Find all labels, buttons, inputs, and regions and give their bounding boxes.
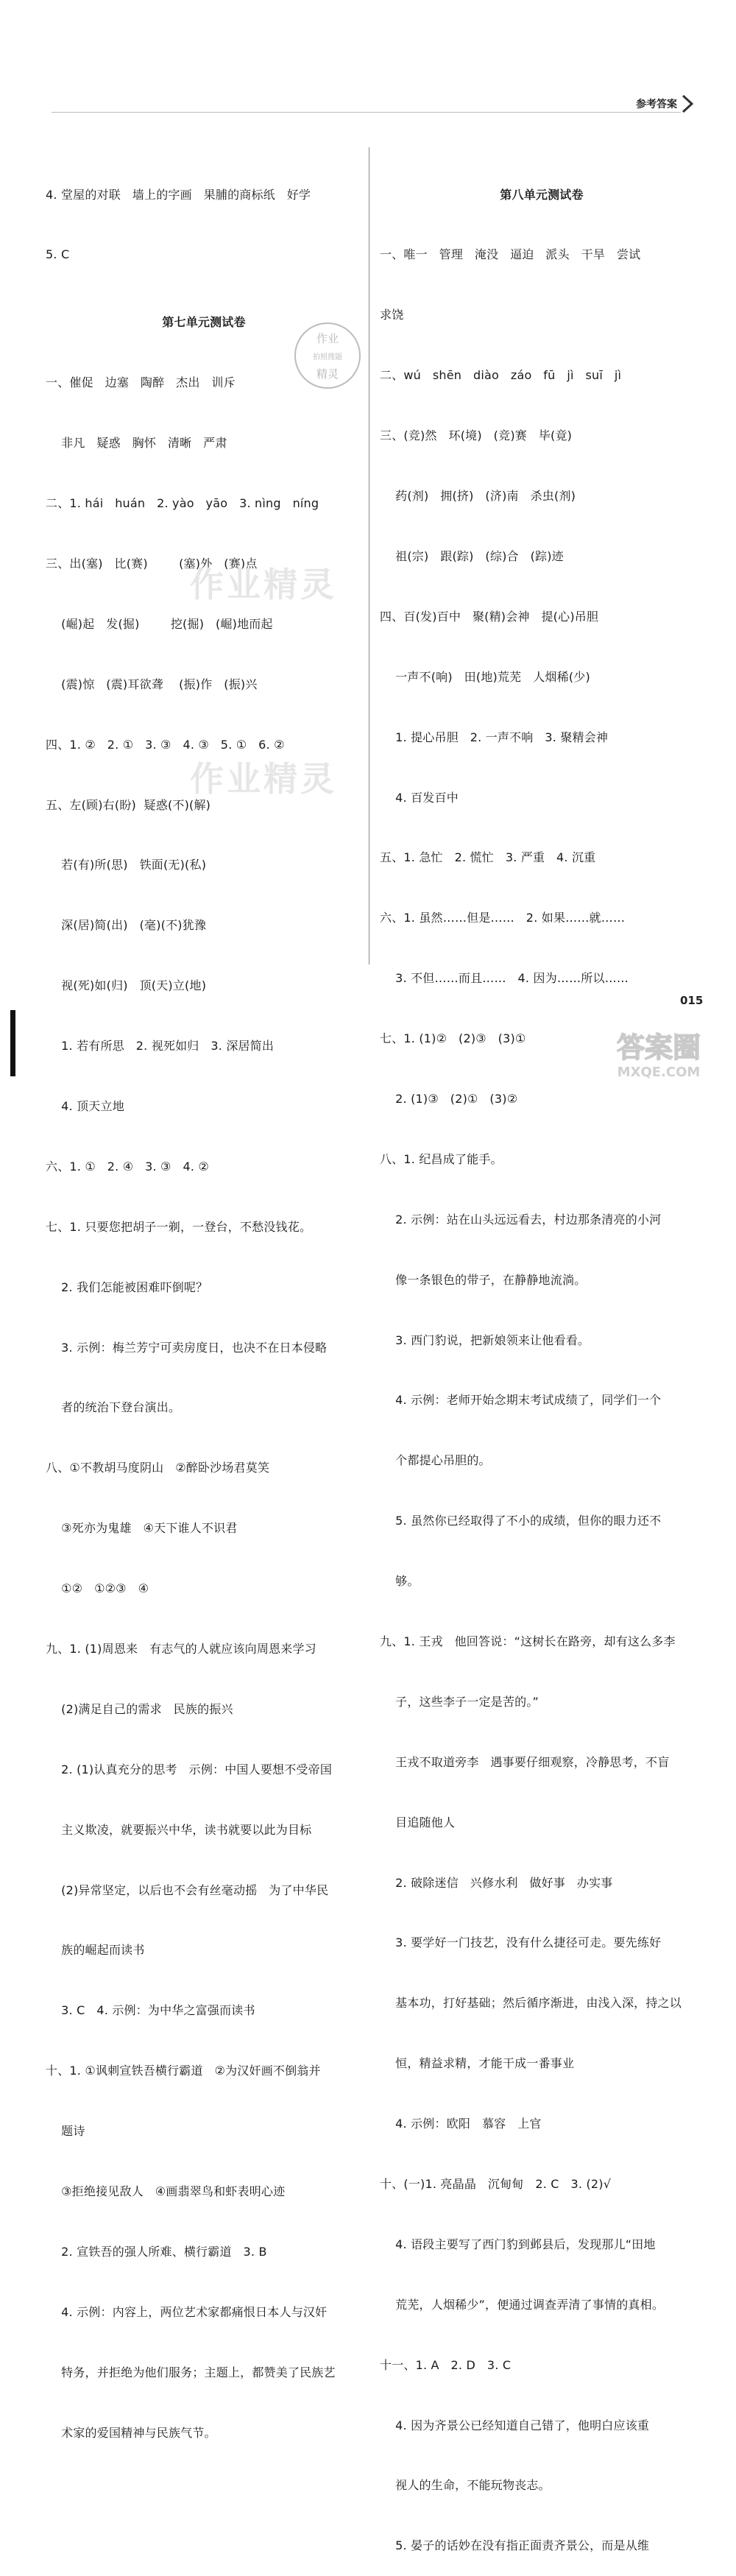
answer-line: 2. 示例：站在山头远远看去，村边那条清亮的小河	[380, 1212, 662, 1227]
answer-line: 4. 示例：内容上，两位艺术家都痛恨日本人与汉奸	[46, 2304, 328, 2319]
answer-line: 特务，并拒绝为他们服务；主题上，都赞美了民族艺	[46, 2365, 336, 2379]
answer-line: 一、唯一 管理 淹没 逼迫 派头 干旱 尝试	[380, 247, 641, 262]
answer-line: 四、1. ② 2. ① 3. ③ 4. ③ 5. ① 6. ②	[46, 737, 285, 752]
answer-line: 够。	[380, 1574, 420, 1589]
answer-line: 术家的爱国精神与民族气节。	[46, 2425, 216, 2440]
answer-line: 视(死)如(归) 顶(天)立(地)	[46, 978, 207, 993]
answer-line: 主义欺凌，就要振兴中华，读书就要以此为目标	[46, 1822, 312, 1837]
stamp-top: 作业	[316, 332, 339, 345]
answer-line: 4. 示例：欧阳 慕容 上官	[380, 2117, 542, 2131]
answer-line: 2. 宣铁吾的强人所难、横行霸道 3. B	[46, 2244, 267, 2259]
answer-line: 3. 示例：梅兰芳宁可卖房度日，也决不在日本侵略	[46, 1340, 328, 1355]
answer-line: 祖(宗) 跟(踪) (综)合 (踪)迹	[380, 548, 564, 563]
section-title: 第八单元测试卷	[500, 187, 584, 202]
answer-line: ③拒绝接见敌人 ④画翡翠鸟和虾表明心迹	[46, 2184, 286, 2198]
watermark-stamp	[291, 319, 364, 392]
answer-line: 一声不(响) 田(地)荒芜 人烟稀(少)	[380, 669, 590, 684]
answer-line: 六、1. 虽然……但是…… 2. 如果……就……	[380, 911, 626, 925]
answer-line: 七、1. 只要您把胡子一剃，一登台，不愁没钱花。	[46, 1219, 312, 1234]
answer-line: (2)满足自己的需求 民族的振兴	[46, 1701, 233, 1716]
answer-line: 5. 晏子的话妙在没有指正面责齐景公，而是从维	[380, 2538, 650, 2553]
answer-line: 1. 若有所思 2. 视死如归 3. 深居简出	[46, 1039, 275, 1054]
answer-line: 5. 虽然你已经取得了不小的成绩，但你的眼力还不	[380, 1514, 662, 1528]
answer-line: 子，这些李子一定是苦的。”	[380, 1694, 539, 1709]
section-tab	[627, 94, 690, 113]
answer-line: 七、1. (1)② (2)③ (3)①	[380, 1031, 526, 1046]
answer-line: 五、1. 急忙 2. 慌忙 3. 严重 4. 沉重	[380, 850, 596, 865]
answer-line: 基本功，打好基础；然后循序渐进，由浅入深，持之以	[380, 1996, 682, 2011]
page-number: 015	[680, 994, 704, 1007]
corner-watermark-logo	[589, 1026, 729, 1081]
answer-line: 3. C 4. 示例：为中华之富强而读书	[46, 2003, 255, 2018]
answer-line: 一、催促 边塞 陶醉 杰出 训斥	[46, 375, 236, 390]
right-column	[380, 144, 704, 2576]
answer-line: 5. C	[46, 247, 70, 262]
answer-line: 十、1. ①讽刺宣铁吾横行霸道 ②为汉奸画不倒翁并	[46, 2064, 321, 2078]
answer-line: 3. 要学好一门技艺，没有什么捷径可走。要先练好	[380, 1935, 662, 1950]
chevron-right-icon	[680, 94, 695, 113]
answer-line: ③死亦为鬼雄 ④天下谁人不识君	[46, 1521, 238, 1536]
answer-line: 四、百(发)百中 聚(精)会神 提(心)吊胆	[380, 609, 599, 624]
watermark-text: 作业精灵	[190, 565, 337, 604]
answer-line: 药(剂) 拥(挤) (济)南 杀虫(剂)	[380, 489, 576, 504]
answer-line: 荒芜，人烟稀少”，便通过调查弄清了事情的真相。	[380, 2297, 665, 2312]
answer-line: 2. (1)③ (2)① (3)②	[380, 1091, 518, 1106]
answer-line: 4. 语段主要写了西门豹到邺县后，发现那儿“田地	[380, 2237, 656, 2251]
answer-line: 王戎不取道旁李 遇事要仔细观察，冷静思考，不盲	[380, 1754, 670, 1769]
answer-line: 题诗	[46, 2124, 85, 2139]
answer-line: 二、wú shēn diào záo fū jì suī jì	[380, 368, 622, 383]
answer-line: 五、左(顾)右(盼) 疑惑(不)(解)	[46, 797, 211, 812]
answer-line: 3. 不但……而且…… 4. 因为……所以……	[380, 971, 629, 986]
stamp-mid: 拍照搜题	[313, 353, 342, 361]
answer-line: 视人的生命，不能玩物丧志。	[380, 2478, 551, 2493]
answer-line: 族的崛起而读书	[46, 1943, 145, 1958]
answer-line: 非凡 疑惑 胸怀 清晰 严肃	[46, 436, 227, 451]
corner-logo-url: MXQE.COM	[617, 1065, 701, 1080]
answer-line: 1. 提心吊胆 2. 一声不响 3. 聚精会神	[380, 730, 609, 744]
answer-line: 二、1. hái huán 2. yào yāo 3. nìng níng	[46, 496, 319, 511]
answer-line: 三、(竞)然 环(境) (竞)赛 毕(竟)	[380, 428, 573, 443]
answer-line: 目追随他人	[380, 1815, 456, 1829]
answer-line: 十一、1. A 2. D 3. C	[380, 2357, 512, 2372]
answer-line: (崛)起 发(掘) 挖(掘) (崛)地而起	[46, 616, 273, 631]
answer-line: 九、1. 王戎 他回答说：“这树长在路旁，却有这么多李	[380, 1634, 676, 1648]
header-rule	[52, 112, 681, 113]
answer-line: 恒，精益求精，才能干成一番事业	[380, 2056, 575, 2071]
section-label: 参考答案	[636, 99, 677, 110]
answer-line: 九、1. (1)周恩来 有志气的人就应该向周恩来学习	[46, 1641, 316, 1656]
answer-line: 求饶	[380, 308, 404, 322]
answer-line: 个都提心吊胆的。	[380, 1453, 491, 1468]
answer-line: 4. 因为齐景公已经知道自己错了，他明白应该重	[380, 2418, 650, 2432]
answer-line: 2. 我们怎能被困难吓倒呢？	[46, 1280, 208, 1294]
answer-line: 2. 破除迷信 兴修水利 做好事 办实事	[380, 1875, 613, 1890]
answer-line: 深(居)简(出) (毫)(不)犹豫	[46, 918, 207, 933]
answer-line: 八、1. 纪昌成了能手。	[380, 1151, 503, 1166]
answer-line: 2. (1)认真充分的思考 示例：中国人要想不受帝国	[46, 1762, 333, 1776]
corner-logo-text: 答案圈	[616, 1031, 701, 1064]
answer-line: 八、①不教胡马度阴山 ②醉卧沙场君莫笑	[46, 1461, 270, 1475]
answer-line: 像一条银色的带子，在静静地流淌。	[380, 1272, 587, 1287]
answer-line: 4. 顶天立地	[46, 1098, 124, 1113]
answer-line: 三、出(塞) 比(赛) (塞)外 (赛)点	[46, 556, 258, 571]
answer-line: ①② ①②③ ④	[46, 1581, 149, 1596]
answer-line: (2)异常坚定，以后也不会有丝毫动摇 为了中华民	[46, 1882, 329, 1897]
stamp-bottom: 精灵	[316, 367, 339, 381]
answer-line: 4. 示例：老师开始念期末考试成绩了，同学们一个	[380, 1393, 662, 1408]
answer-line: 六、1. ① 2. ④ 3. ③ 4. ②	[46, 1159, 209, 1174]
watermark-text: 作业精灵	[190, 759, 337, 799]
answer-line: 者的统治下登台演出。	[46, 1400, 181, 1415]
left-column	[46, 144, 362, 2463]
answer-line: 若(有)所(思) 铁面(无)(私)	[46, 858, 207, 872]
answer-line: 4. 堂屋的对联 墙上的字画 果脯的商标纸 好学	[46, 187, 311, 202]
answer-line: 十、(一)1. 亮晶晶 沉甸甸 2. C 3. (2)√	[380, 2176, 612, 2191]
binding-mark	[10, 1010, 15, 1076]
answer-line: (震)惊 (震)耳欲聋 (振)作 (振)兴	[46, 677, 258, 691]
section-title: 第七单元测试卷	[162, 315, 246, 330]
answer-line: 4. 百发百中	[380, 790, 459, 805]
answer-line: 3. 西门豹说，把新娘领来让他看看。	[380, 1333, 590, 1347]
